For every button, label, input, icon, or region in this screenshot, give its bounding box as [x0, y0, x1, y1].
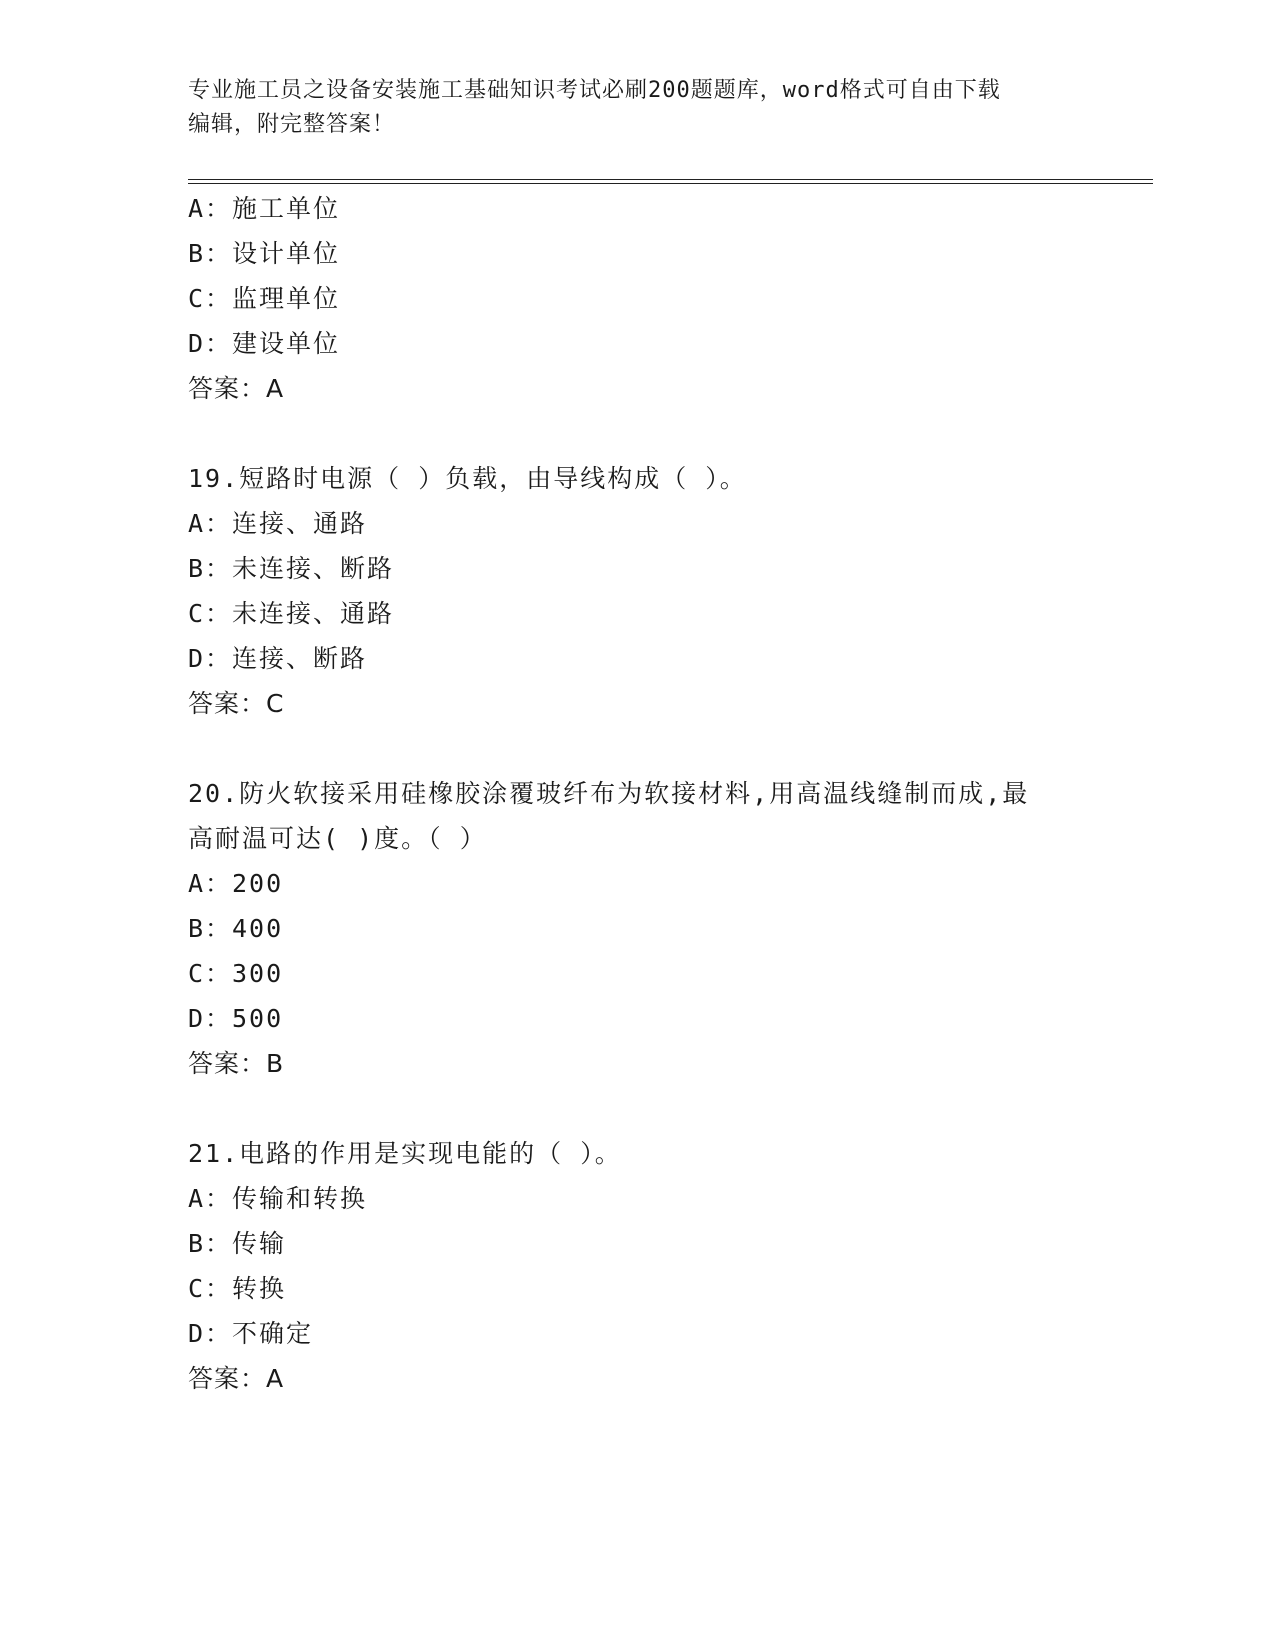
q20-option-b: B：400: [188, 914, 284, 943]
q18-option-c: C：监理单位: [188, 284, 341, 313]
header-divider-top: [188, 179, 1153, 180]
q18-option-b: B：设计单位: [188, 239, 341, 268]
q20-option-a: A：200: [188, 869, 284, 898]
q18-option-d: D：建设单位: [188, 329, 341, 358]
header-line-1: 专业施工员之设备安装施工基础知识考试必刷200题题库，word格式可自由下载: [188, 78, 1001, 103]
q21-option-d: D：不确定: [188, 1319, 314, 1348]
q19-option-a: A：连接、通路: [188, 509, 368, 538]
q20-question-line-2: 高耐温可达( )度。（ ）: [188, 824, 487, 853]
q21-option-b: B：传输: [188, 1229, 287, 1258]
q21-option-a: A：传输和转换: [188, 1184, 368, 1213]
q20-question-line-1: 20.防火软接采用硅橡胶涂覆玻纤布为软接材料,用高温线缝制而成,最: [188, 779, 1030, 808]
q20-option-d: D：500: [188, 1004, 284, 1033]
q20-answer: 答案：B: [188, 1049, 285, 1078]
document-header: [188, 74, 1088, 142]
q19-answer: 答案：C: [188, 689, 285, 718]
q21-option-c: C：转换: [188, 1274, 287, 1303]
q19-question: 19.短路时电源（ ）负载，由导线构成（ ）。: [188, 464, 747, 493]
q18-option-a: A：施工单位: [188, 194, 341, 223]
q19-option-b: B：未连接、断路: [188, 554, 395, 583]
header-divider-bottom: [188, 183, 1153, 184]
q21-answer: 答案：A: [188, 1364, 285, 1393]
header-line-2: 编辑，附完整答案！: [188, 112, 396, 137]
q18-answer: 答案：A: [188, 374, 285, 403]
q19-option-c: C：未连接、通路: [188, 599, 395, 628]
q20-option-c: C：300: [188, 959, 284, 988]
q21-question: 21.电路的作用是实现电能的（ ）。: [188, 1139, 622, 1168]
q19-option-d: D：连接、断路: [188, 644, 368, 673]
